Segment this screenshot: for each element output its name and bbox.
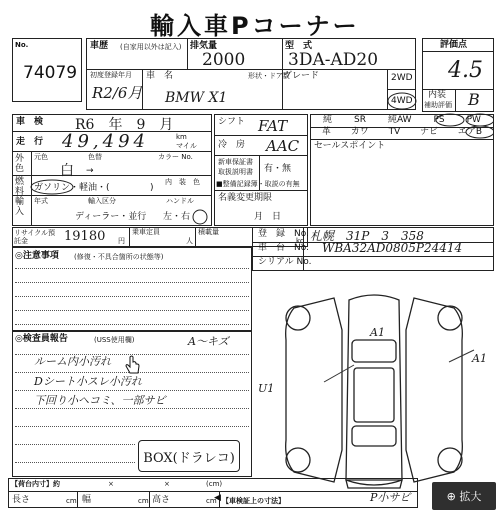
drive-4wd-circle bbox=[387, 92, 417, 110]
displacement-label: 排気量 bbox=[190, 41, 218, 51]
car-rear-window bbox=[352, 426, 396, 446]
recycle-unit: 円 bbox=[118, 237, 125, 245]
cargo-x2: × bbox=[164, 480, 170, 488]
mileage-unit-mile: マイル bbox=[176, 142, 197, 150]
inspector-label: ◎検査員報告 bbox=[15, 334, 68, 344]
name-change-value: 月 日 bbox=[254, 212, 282, 222]
equip-ps: PS bbox=[433, 115, 445, 125]
equip-jun: 純 bbox=[322, 115, 332, 125]
history-sub: (自家用以外は記入) bbox=[120, 43, 182, 51]
diagram-a1-label: A1 bbox=[370, 326, 385, 339]
grade-label: グレード bbox=[283, 71, 320, 81]
equip-leather: 革 bbox=[321, 127, 331, 137]
color-change: 色替 bbox=[88, 153, 102, 161]
fuel-value: ガソリン・軽油・( bbox=[34, 183, 110, 193]
displacement-value: 2000 bbox=[202, 50, 246, 70]
mileage-value: 49,494 bbox=[62, 131, 149, 152]
inspector-line-1: ルーム内小汚れ bbox=[34, 355, 111, 368]
lot-number: 74079 bbox=[23, 63, 78, 83]
ac-label: 冷 房 bbox=[218, 140, 246, 150]
first-reg-label: 初度登録年月 bbox=[90, 71, 132, 79]
diagram-right-label: A1 bbox=[472, 352, 487, 365]
capacity-unit: 人 bbox=[186, 237, 193, 245]
car-damage-diagram bbox=[254, 290, 494, 500]
interior-sub: 補助評価 bbox=[424, 101, 452, 109]
cargo-height-cm: cm bbox=[206, 497, 217, 505]
cargo-unit: (cm) bbox=[206, 480, 223, 488]
car-right-wheel-front bbox=[438, 306, 462, 330]
model-code-value: 3DA-AD20 bbox=[288, 50, 379, 70]
fuel-gasoline-circle bbox=[30, 179, 76, 195]
manual-note: ■整備記録簿・取説の有無 bbox=[216, 180, 300, 188]
drive-2wd: 2WD bbox=[391, 73, 413, 83]
shift-label: シフト bbox=[218, 117, 246, 127]
doors-label: 形状・ドア数 bbox=[248, 72, 290, 80]
chassis-value: WBA32AD0805P24414 bbox=[322, 241, 463, 255]
color-label: 外色 bbox=[15, 154, 25, 174]
inspection-label: 車 検 bbox=[16, 117, 44, 127]
score-label: 評価点 bbox=[440, 40, 468, 50]
color-orig: 元色 bbox=[34, 153, 48, 161]
interior-value: B bbox=[468, 90, 480, 109]
equip-navi: ナビ bbox=[420, 127, 439, 137]
page-title: 輸入車Pコーナー bbox=[150, 12, 360, 40]
sales-point-label: セールスポイント bbox=[314, 141, 386, 151]
diagram-bottom-label: P小サビ bbox=[370, 491, 411, 504]
zoom-button-label: ⊕ 拡大 bbox=[446, 490, 482, 503]
ac-value: AAC bbox=[266, 137, 300, 155]
cargo-x1: × bbox=[108, 480, 114, 488]
cargo-length: 長さ bbox=[12, 495, 31, 505]
car-right-side bbox=[406, 298, 462, 482]
cargo-width: 幅 bbox=[82, 495, 92, 505]
handle-left-circle bbox=[192, 209, 208, 225]
first-reg-value: R2/6月 bbox=[92, 84, 143, 102]
fuel-close: ) bbox=[150, 183, 154, 193]
equip-airbag: エアB bbox=[457, 127, 483, 137]
import-handle-label: ハンドル bbox=[166, 197, 194, 205]
car-right-wheel-rear bbox=[438, 448, 462, 472]
cargo-label: 【荷台内寸】約 bbox=[11, 480, 60, 488]
car-name-value: BMW X1 bbox=[165, 90, 228, 106]
car-roof bbox=[354, 368, 394, 422]
car-left-wheel-front bbox=[286, 306, 310, 330]
diagram-u1-label: U1 bbox=[258, 382, 275, 395]
equip-kawa: カワ bbox=[350, 127, 369, 137]
cargo-note-arrow: ◀ bbox=[214, 493, 221, 503]
car-left-side bbox=[286, 298, 342, 482]
zoom-button[interactable] bbox=[432, 482, 496, 510]
lot-box bbox=[12, 38, 82, 102]
mileage-label: 走 行 bbox=[16, 137, 44, 147]
load-label: 積載量 bbox=[198, 228, 219, 236]
cargo-length-cm: cm bbox=[66, 497, 77, 505]
inspector-line-3: 下回り小ヘコミ、一部サビ bbox=[34, 394, 166, 407]
name-change-label: 名義変更期限 bbox=[218, 193, 273, 203]
history-label: 車歴 bbox=[90, 41, 109, 51]
chassis-label: 車 台 No. bbox=[258, 243, 309, 253]
fuel-label: 燃料 bbox=[15, 177, 25, 197]
interior-label: 内装 bbox=[428, 90, 447, 100]
cargo-height: 高さ bbox=[152, 495, 171, 505]
cargo-note: 【車検証上の寸法】 bbox=[222, 497, 285, 505]
registration-label: 登 録 No. bbox=[258, 229, 309, 239]
equip-pw: PW bbox=[466, 115, 481, 125]
inspector-line-2: Dシート小スレ小汚れ bbox=[34, 375, 142, 388]
hand-cursor-icon bbox=[124, 355, 142, 377]
equip-sr: SR bbox=[353, 115, 366, 125]
capacity-label: 乗車定員 bbox=[132, 228, 160, 236]
car-left-wheel-rear bbox=[286, 448, 310, 472]
model-code-label: 型 式 bbox=[285, 41, 313, 51]
manual-value: 有・無 bbox=[264, 164, 292, 174]
inspector-grade-note: A〜キズ bbox=[188, 335, 229, 348]
equipment-circles bbox=[310, 113, 494, 139]
color-value: 白 bbox=[60, 163, 74, 179]
inspector-box-note bbox=[138, 440, 240, 472]
inspector-sub: (USS使用欄) bbox=[94, 336, 135, 344]
color-arrow: → bbox=[86, 166, 94, 176]
inspector-box-text: BOX(ドラレコ) bbox=[143, 450, 235, 466]
notes-sub: (修復・不具合箇所の状態等) bbox=[74, 253, 164, 261]
equip-tv: TV bbox=[388, 127, 401, 137]
equip-aw: 純AW bbox=[387, 115, 412, 125]
serial-label: シリアル No. bbox=[258, 257, 312, 267]
load-unit: kg bbox=[296, 237, 305, 245]
import-year: 年式 bbox=[34, 197, 48, 205]
manual-label: 新車保証書 bbox=[218, 158, 253, 166]
import-category: 輸入区分 bbox=[88, 197, 116, 205]
registration-value: 札幌 31P 3 358 bbox=[310, 229, 424, 243]
import-handle: 左・右 bbox=[163, 212, 191, 222]
import-label: 輸入 bbox=[15, 197, 25, 217]
color-code-label: カラー No. bbox=[158, 153, 193, 161]
recycle-value: 19180 bbox=[64, 229, 106, 244]
recycle-label: リサイクル預託金 bbox=[14, 229, 56, 245]
car-windshield bbox=[352, 340, 396, 362]
drive-4wd: 4WD bbox=[391, 96, 413, 106]
inspection-value: R6 年 9 月 bbox=[75, 117, 174, 133]
interior-color-label: 内 装 色 bbox=[165, 178, 200, 186]
car-name-label: 車 名 bbox=[146, 71, 174, 81]
import-dealer: ディーラー・並行 bbox=[75, 212, 147, 222]
cargo-width-cm: cm bbox=[138, 497, 149, 505]
lot-label: No. bbox=[15, 41, 29, 49]
manual-sub: 取扱説明書 bbox=[218, 168, 253, 176]
shift-value: FAT bbox=[258, 117, 288, 135]
notes-label: ◎注意事項 bbox=[15, 251, 59, 261]
mileage-unit-km: km bbox=[176, 133, 187, 141]
score-value: 4.5 bbox=[448, 58, 483, 83]
